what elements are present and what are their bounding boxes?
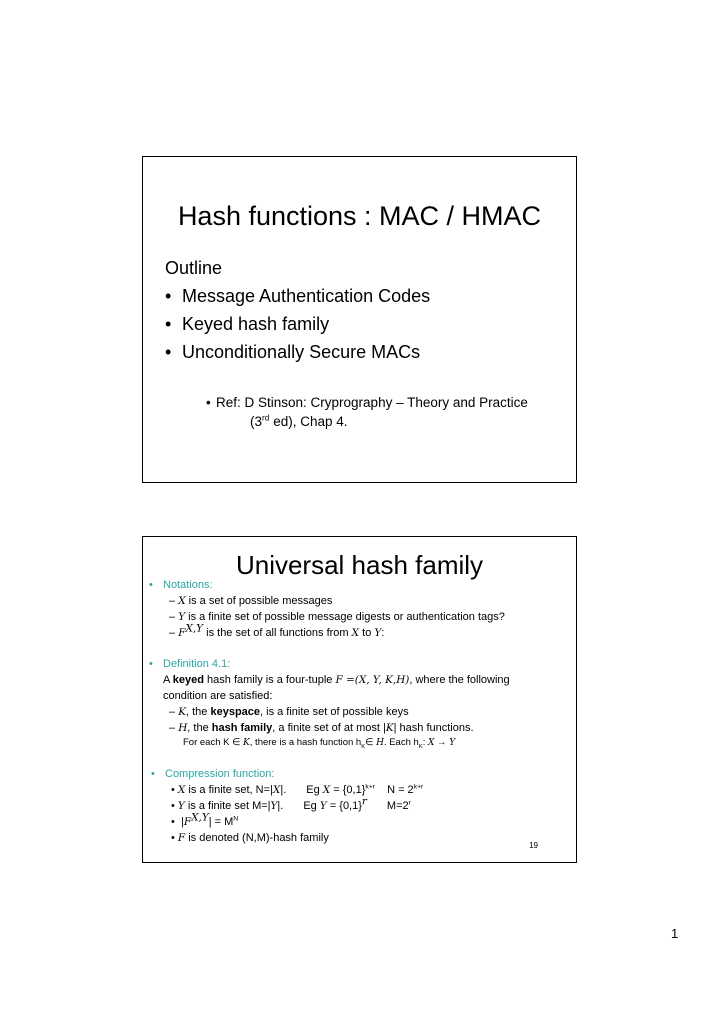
compression-section bbox=[149, 766, 568, 846]
slide-2 bbox=[142, 536, 577, 863]
list-item: • Y is a finite set M=|Y|. Eg $Y = \{0,1\}^r$ $M=2^r$ bbox=[171, 795, 411, 812]
bullet-icon: • bbox=[149, 579, 153, 591]
list-item: • X is a finite set, N=|X|. Eg $X = \{0,1\}^{k+r}$ $N = 2^{k+r}$ bbox=[171, 783, 424, 796]
list-item: – H, the hash family, a finite set of at most |K| hash functions. bbox=[169, 722, 474, 734]
bullet-icon: • bbox=[165, 314, 172, 334]
reference: • Ref: D Stinson: Cryprography – Theory and Practice (3rd ed), Chap 4. bbox=[206, 395, 528, 429]
slide-title: Hash functions : MAC / HMAC bbox=[177, 201, 542, 231]
list-item: – Y is a finite set of possible message digests or authentication tags? bbox=[169, 611, 505, 623]
bullet-icon: • bbox=[151, 768, 155, 780]
slide-1 bbox=[142, 156, 577, 483]
section-heading: • Notations: bbox=[149, 579, 213, 591]
bullet-icon: • bbox=[165, 286, 172, 306]
section-heading: • Definition 4.1: bbox=[149, 658, 231, 670]
list-item: – K, the keyspace, is a finite set of possible keys bbox=[169, 706, 409, 718]
slide-body bbox=[165, 257, 564, 369]
list-item: • Message Authentication Codes bbox=[165, 286, 431, 306]
notations-section bbox=[149, 577, 568, 641]
bullet-icon: • bbox=[149, 658, 153, 670]
list-item: • Keyed hash family bbox=[165, 314, 330, 334]
list-item: For each K ∈ K, there is a hash function $h_K\in$ H. Each $h_K$: X → Y bbox=[183, 737, 456, 750]
definition-section: • Definition 4.1: A keyed hash family is a four-tuple F =(X, Y, K,H), where the following condition are satisfied: – K, the keyspace, is a finite set of possible keys – H, the hash family, a finite set of at most |K| hash functions. For each K ∈ K, there is a hash function $h_K\in$ H. Each $h_K$: X → Y bbox=[149, 656, 568, 750]
page-number: 1 bbox=[671, 926, 679, 941]
list-item: – X is a set of possible messages bbox=[169, 595, 333, 607]
arrow-icon: → bbox=[434, 737, 450, 748]
list-item: • Unconditionally Secure MACs bbox=[165, 342, 421, 362]
list-item: – $F^{X,Y}$ is the set of all functions from X to Y: bbox=[169, 622, 385, 639]
bullet-icon: • bbox=[165, 342, 172, 362]
slide-number: 19 bbox=[529, 841, 538, 850]
section-heading: • Compression function: bbox=[151, 768, 275, 780]
list-item: • F is denoted (N,M)-hash family bbox=[171, 832, 329, 844]
slide-title: Universal hash family bbox=[235, 550, 484, 580]
list-item: • $|F^{X,Y}| = M^N$ bbox=[171, 811, 239, 828]
outline-list bbox=[165, 285, 564, 369]
outline-label: Outline bbox=[165, 258, 223, 278]
bullet-icon: • bbox=[206, 395, 211, 410]
